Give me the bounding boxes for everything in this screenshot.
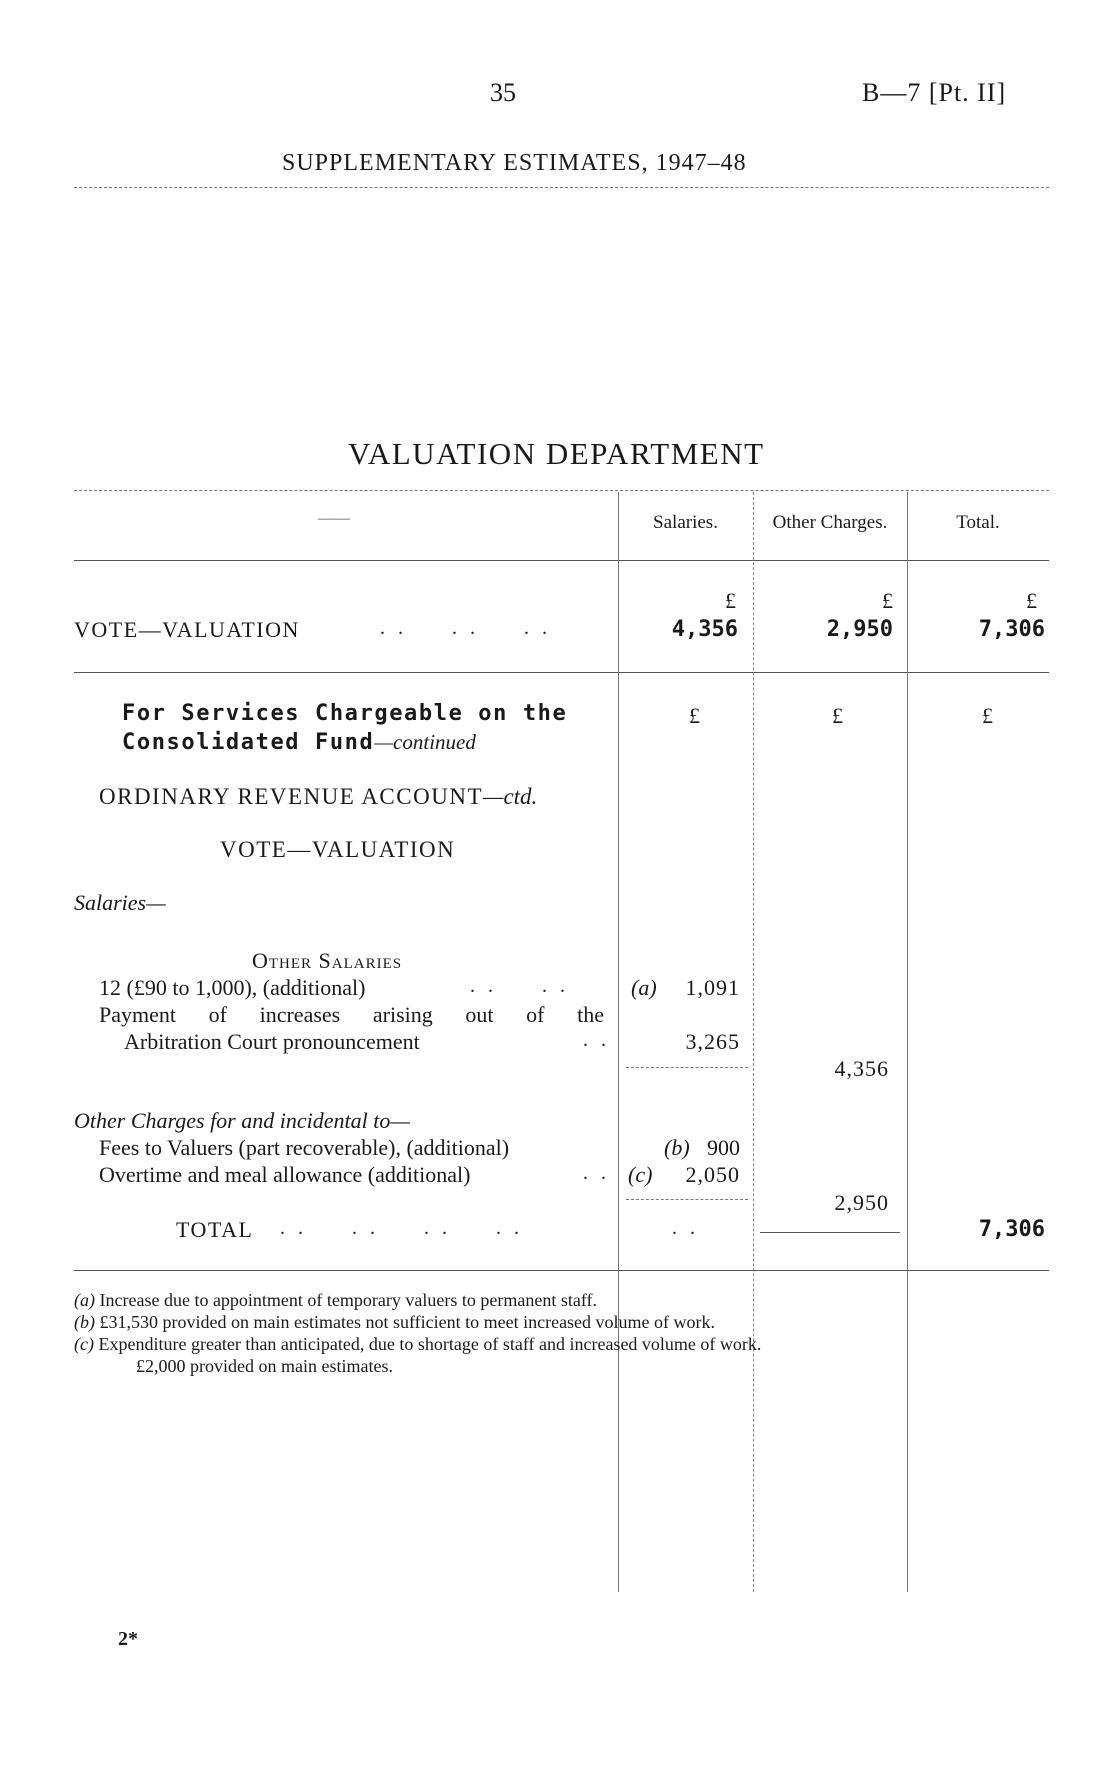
footnote-c-text: Expenditure greater than anticipated, due to shortage of staff and increased volume of work. — [98, 1334, 762, 1354]
detail-currency-other: £ — [832, 703, 843, 728]
item2-label-line1: Payment of increases arising out of the — [99, 1002, 604, 1027]
item4-leaders: . . — [583, 1162, 610, 1184]
summary-bottom-rule — [74, 672, 1049, 673]
services-heading-line1: For Services Chargeable on the — [122, 701, 568, 726]
other-charges-heading: Other Charges for and incidental to— — [74, 1108, 410, 1133]
summary-row-label: VOTE—VALUATION — [74, 617, 300, 642]
footnote-b-text: £31,530 provided on main estimates not sufficient to meet increased volume of work. — [99, 1312, 716, 1332]
detail-currency-total: £ — [982, 703, 993, 728]
item1-leaders: . . . . — [470, 975, 569, 997]
header-rule — [74, 187, 1049, 188]
summary-top-rule — [74, 490, 1049, 491]
summary-head-dash: —— — [318, 510, 350, 527]
column-header-total: Total. — [956, 512, 1000, 533]
running-title: SUPPLEMENTARY ESTIMATES, 1947–48 — [282, 150, 747, 176]
signature-mark: 2* — [118, 1628, 138, 1650]
summary-salaries-value: 4,356 — [671, 617, 738, 642]
column-header-other-charges: Other Charges. — [772, 512, 888, 533]
vote-heading: VOTE—VALUATION — [220, 837, 456, 862]
total-value: 7,306 — [978, 1217, 1045, 1242]
item4-note-mark: (c) — [628, 1162, 653, 1187]
item3-value: 900 — [707, 1135, 740, 1160]
footnote-c-line2: £2,000 provided on main estimates. — [136, 1356, 393, 1376]
summary-total-value: 7,306 — [978, 617, 1045, 642]
footnote-c-mark: (c) — [74, 1334, 94, 1354]
item3-note-mark: (b) — [664, 1135, 690, 1160]
detail-currency-salaries: £ — [689, 703, 700, 728]
total-salaries-leaders: . . — [672, 1217, 699, 1239]
footnote-b-mark: (b) — [74, 1312, 95, 1332]
col-divider-1 — [618, 492, 619, 1592]
summary-currency-total: £ — [1026, 588, 1037, 613]
page-number: 35 — [490, 78, 516, 107]
section-title: VALUATION DEPARTMENT — [348, 436, 765, 471]
salaries-subtotal-rule — [626, 1067, 748, 1068]
services-heading-line2 — [122, 729, 476, 755]
consolidated-fund-text: Consolidated Fund — [122, 730, 375, 755]
column-header-salaries: Salaries. — [653, 512, 718, 533]
item2-value: 3,265 — [685, 1029, 740, 1054]
item1-note-mark: (a) — [631, 975, 657, 1000]
summary-other-charges-value: 2,950 — [826, 617, 893, 642]
item3-label: Fees to Valuers (part recoverable), (additional) — [99, 1135, 510, 1160]
summary-currency-other: £ — [882, 588, 893, 613]
salaries-subtotal-value: 4,356 — [834, 1056, 889, 1081]
total-leaders: . . . . . . . . — [280, 1217, 523, 1239]
item2-leaders: . . — [583, 1029, 610, 1051]
document-reference: B—7 [Pt. II] — [862, 78, 1007, 107]
account-heading-main: ORDINARY REVENUE ACCOUNT — [99, 784, 483, 809]
account-heading-ctd: —ctd. — [483, 784, 538, 809]
other-subtotal-rule — [626, 1199, 748, 1200]
total-other-rule — [760, 1232, 900, 1233]
summary-row-leaders: . . . . . . — [380, 617, 551, 639]
item4-value: 2,050 — [685, 1162, 740, 1187]
item1-value: 1,091 — [685, 975, 740, 1000]
item2-label-line2: Arbitration Court pronouncement — [124, 1029, 420, 1054]
footnote-a-mark: (a) — [74, 1290, 95, 1310]
footnote-a — [74, 1290, 597, 1311]
summary-head-rule — [74, 560, 1049, 561]
col-divider-3 — [907, 492, 908, 1592]
continued-text: —continued — [374, 730, 476, 754]
summary-currency-salaries: £ — [725, 588, 736, 613]
other-salaries-heading: Other Salaries — [252, 948, 403, 973]
account-heading — [99, 784, 537, 810]
footnote-c — [74, 1334, 761, 1355]
item4-label: Overtime and meal allowance (additional) — [99, 1162, 471, 1187]
table-bottom-rule — [74, 1270, 1049, 1271]
item1-label: 12 (£90 to 1,000), (additional) — [99, 975, 366, 1000]
other-subtotal-value: 2,950 — [834, 1190, 889, 1215]
footnote-b — [74, 1312, 715, 1333]
footnote-a-text: Increase due to appointment of temporary valuers to permanent staff. — [99, 1290, 597, 1310]
total-label: TOTAL — [176, 1217, 254, 1242]
col-divider-2 — [753, 492, 754, 1592]
salaries-heading: Salaries— — [74, 890, 166, 915]
